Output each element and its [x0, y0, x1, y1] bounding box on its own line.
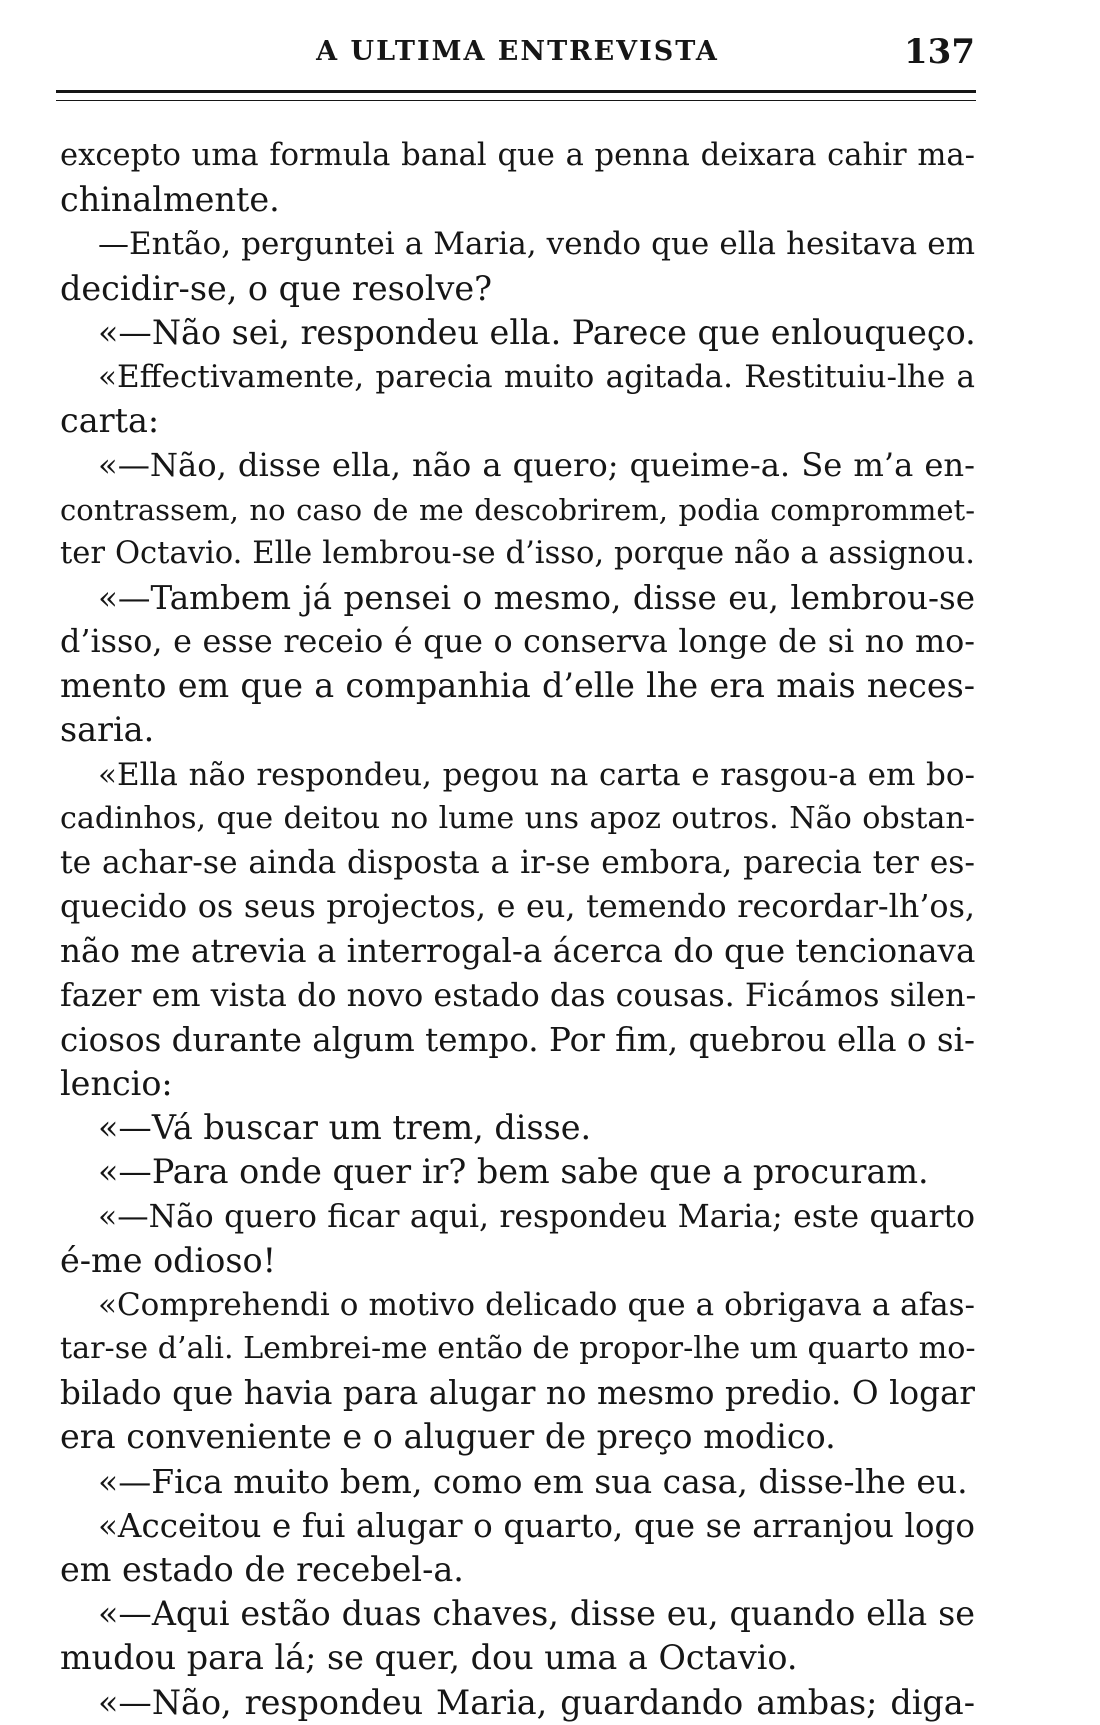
- running-head: [60, 32, 975, 76]
- text-line: lencio:: [60, 1063, 173, 1103]
- text-line: mudou para lá; se quer, dou uma a Octavio.: [60, 1638, 798, 1678]
- text-line: decidir-se, o que resolve?: [60, 268, 493, 308]
- text-line: «—Para onde quer ir? bem sabe que a procuram.: [98, 1152, 929, 1192]
- text-line: excepto uma formula banal que a penna deixara cahir ma-: [60, 138, 975, 173]
- text-line: bilado que havia para alugar no mesmo predio. O logar: [60, 1374, 975, 1413]
- text-line: fazer em vista do novo estado das cousas. Ficámos silen-: [60, 976, 977, 1014]
- text-line: quecido os seus projectos, e eu, temendo recordar-lh’os,: [60, 888, 975, 926]
- text-line: saria.: [60, 710, 155, 750]
- text-line: «Effectivamente, parecia muito agitada. Restituiu-lhe a: [98, 358, 975, 395]
- text-line: em estado de recebel-a.: [60, 1550, 464, 1589]
- body-text: [60, 134, 975, 1725]
- text-line: —Então, perguntei a Maria, vendo que ella hesitava em: [98, 226, 975, 263]
- text-line: cadinhos, que deitou no lume uns apoz outros. Não obstan-: [60, 800, 975, 836]
- text-line: d’isso, e esse receio é que o conserva longe de si no mo-: [60, 623, 975, 661]
- text-line: te achar-se ainda disposta a ir-se embora, parecia ter es-: [60, 845, 975, 881]
- text-line: «—Não sei, respondeu ella. Parece que enlouqueço.: [98, 312, 976, 352]
- text-line: tar-se d’ali. Lembrei-me então de propor-lhe um quarto mo-: [60, 1331, 976, 1367]
- text-line: «Ella não respondeu, pegou na carta e rasgou-a em bo-: [98, 756, 975, 793]
- text-line: mento em que a companhia d’elle lhe era mais neces-: [60, 666, 975, 706]
- page-number: 137: [904, 32, 975, 72]
- text-line: carta:: [60, 401, 160, 441]
- header-rule-thick: [56, 90, 976, 93]
- text-line: ciosos durante algum tempo. Por fim, quebrou ella o si-: [60, 1020, 976, 1059]
- text-line: «—Aqui estão duas chaves, disse eu, quando ella se: [98, 1594, 975, 1634]
- text-line: ter Octavio. Elle lembrou-se d’isso, porque não a assignou.: [60, 535, 975, 571]
- header-rule-thin: [56, 100, 976, 101]
- text-line: «Comprehendi o motivo delicado que a obrigava a afas-: [98, 1286, 975, 1323]
- text-line: «—Não, disse ella, não a quero; queime-a. Se m’a en-: [98, 446, 975, 485]
- text-line: «Acceitou e fui alugar o quarto, que se arranjou logo: [98, 1506, 975, 1545]
- running-title: A ULTIMA ENTREVISTA: [316, 36, 719, 67]
- text-line: chinalmente.: [60, 180, 280, 220]
- text-line: «—Fica muito bem, como em sua casa, disse-lhe eu.: [98, 1461, 968, 1501]
- text-line: «—Não, respondeu Maria, guardando ambas; diga-: [98, 1682, 975, 1722]
- text-line: era conveniente e o aluguer de preço modico.: [60, 1417, 836, 1457]
- text-line: «—Vá buscar um trem, disse.: [98, 1108, 592, 1148]
- text-line: é-me odioso!: [60, 1240, 276, 1280]
- text-line: contrassem, no caso de me descobrirem, podia comprommet-: [60, 492, 975, 527]
- text-line: «—Não quero ficar aqui, respondeu Maria; este quarto: [98, 1198, 975, 1235]
- text-line: «—Tambem já pensei o mesmo, disse eu, lembrou-se: [98, 578, 975, 617]
- text-line: não me atrevia a interrogal-a ácerca do que tencionava: [60, 932, 976, 971]
